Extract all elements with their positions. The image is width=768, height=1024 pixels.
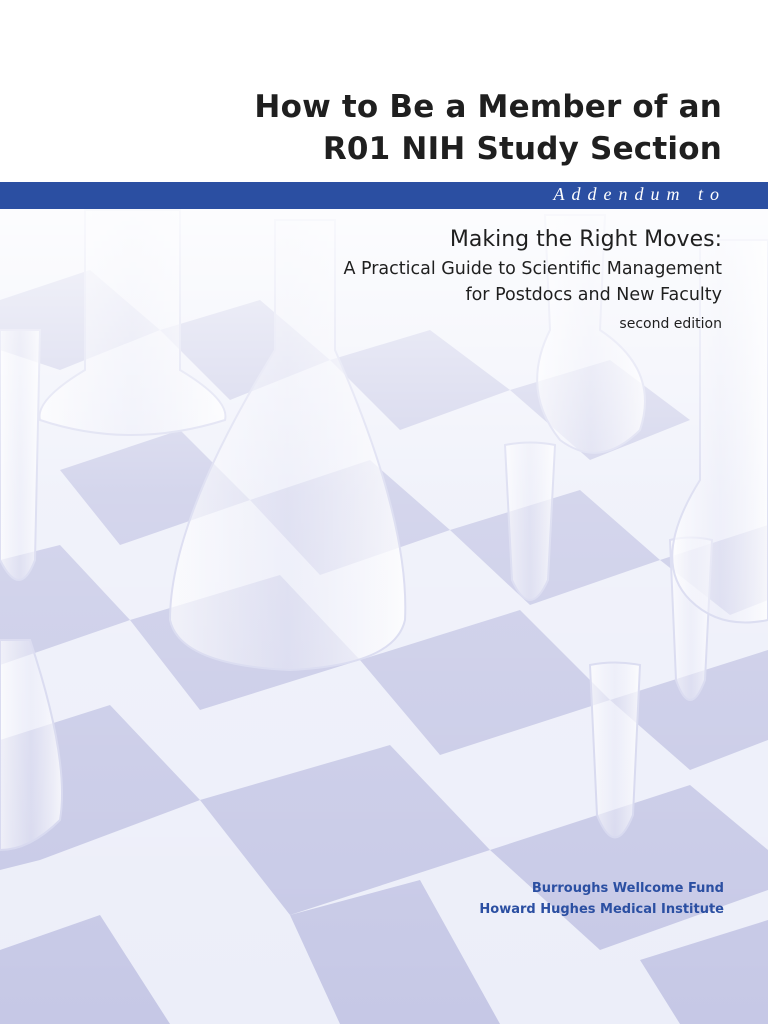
title-line-2: R01 NIH Study Section <box>322 131 722 167</box>
book-info <box>343 224 722 332</box>
publisher-1: Burroughs Wellcome Fund <box>531 881 724 896</box>
publishers <box>479 878 724 920</box>
book-subtitle-line-2: for Postdocs and New Faculty <box>465 285 722 305</box>
book-title: Making the Right Moves: <box>449 227 722 252</box>
book-subtitle-line-1: A Practical Guide to Scientific Management <box>343 259 722 279</box>
addendum-label: Addendum to <box>553 184 726 204</box>
cover-title <box>254 86 722 170</box>
publisher-2: Howard Hughes Medical Institute <box>479 902 724 917</box>
addendum-band <box>0 182 768 209</box>
title-line-1: How to Be a Member of an <box>254 89 722 125</box>
edition-label: second edition <box>619 316 722 332</box>
